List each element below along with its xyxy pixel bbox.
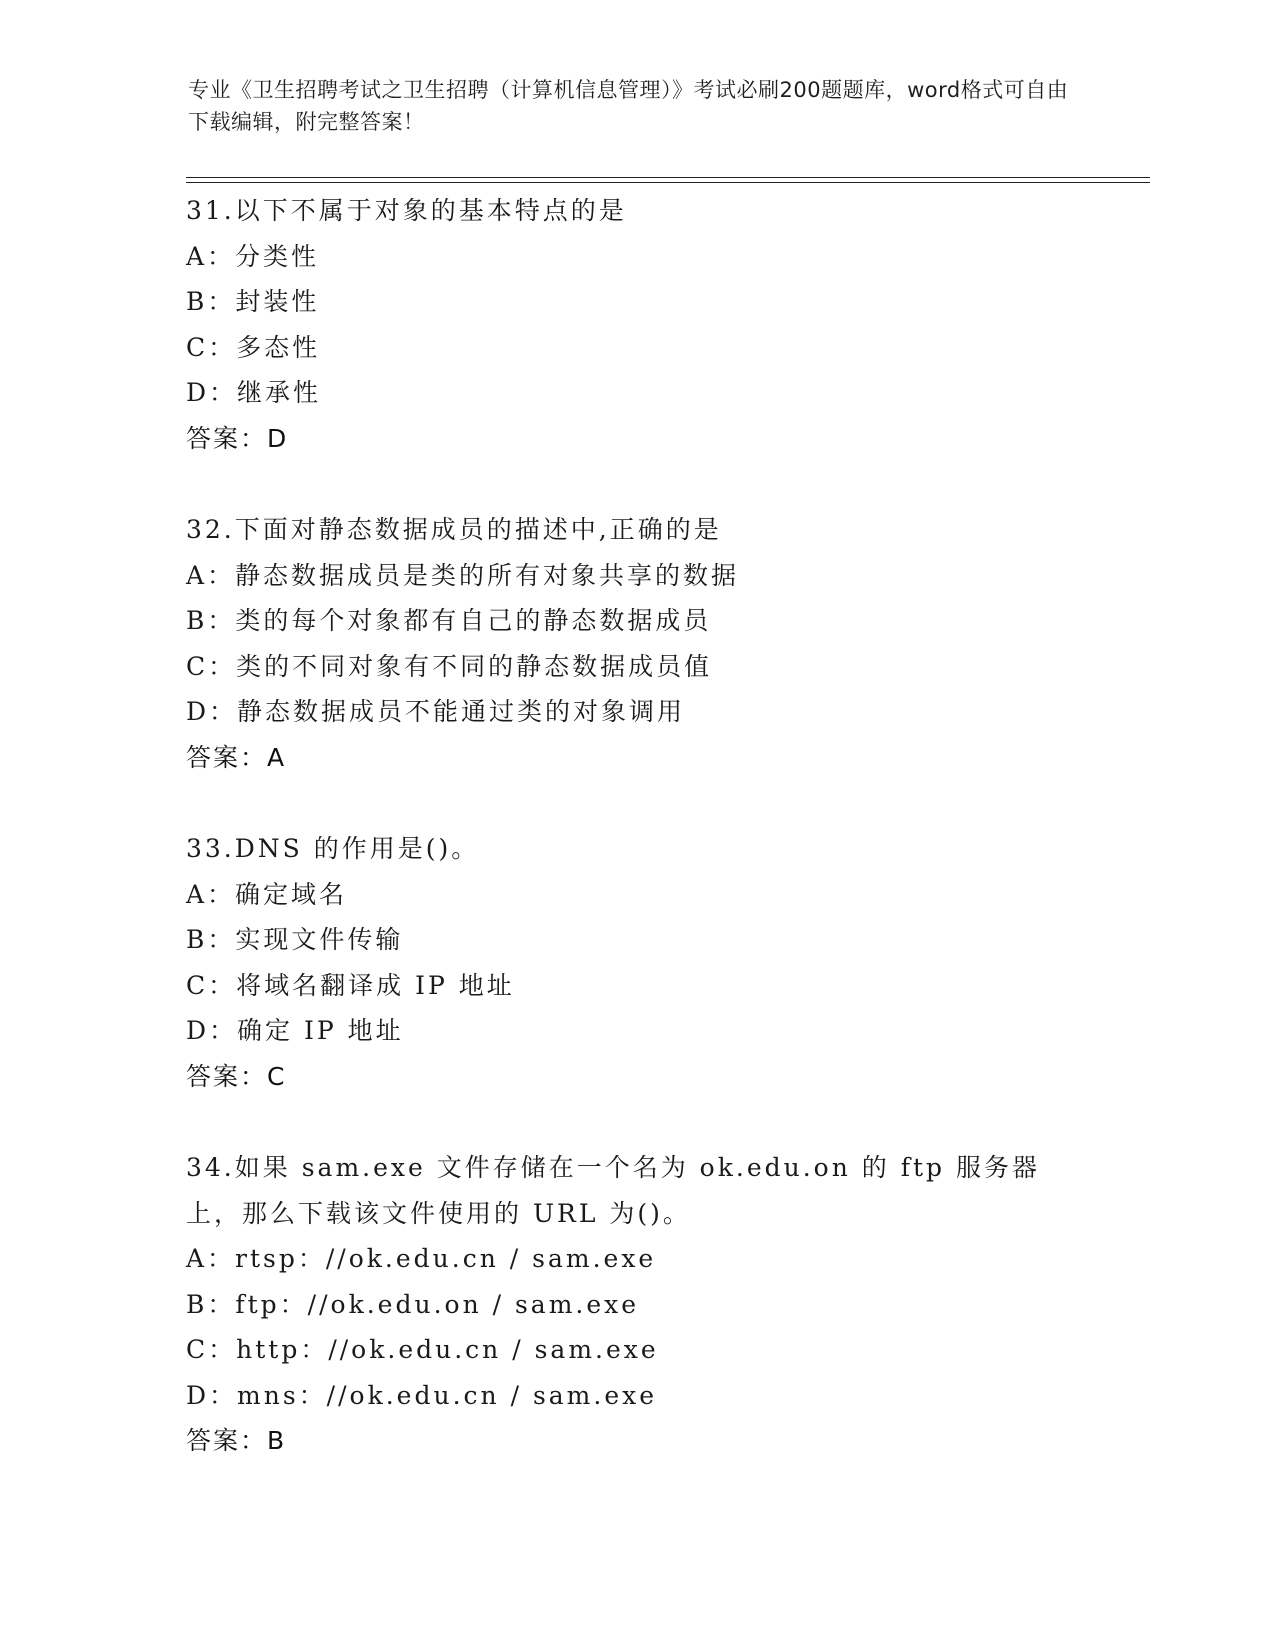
option-b: B：ftp：//ok.edu.on / sam.exe [186,1289,640,1319]
answer-label: 答案：A [186,742,287,772]
page-header: 专业《卫生招聘考试之卫生招聘（计算机信息管理）》考试必刷200题题库，word格式可自由下载编辑，附完整答案！ [188,78,1069,134]
header-divider-bottom [186,182,1150,183]
option-c: C：将域名翻译成 IP 地址 [186,970,515,1000]
option-a: A：分类性 [186,241,320,271]
answer-label: 答案：D [186,423,289,453]
option-d: D：继承性 [186,378,322,407]
question-32 [186,507,1086,780]
answer-label: 答案：B [186,1426,287,1455]
question-31 [186,188,1086,461]
option-c: C：类的不同对象有不同的静态数据成员值 [186,651,713,681]
answer-label: 答案：C [186,1061,287,1091]
option-d: D：mns：//ok.edu.cn / sam.exe [186,1380,658,1410]
question-stem: 34.如果 sam.exe 文件存储在一个名为 ok.edu.on 的 ftp 服务器上，那么下载该文件使用的 URL 为()。 [186,1153,1040,1228]
option-b: B：类的每个对象都有自己的静态数据成员 [186,606,712,635]
option-d: D：确定 IP 地址 [186,1016,404,1045]
question-stem: 33.DNS 的作用是()。 [186,834,480,863]
option-a: A：静态数据成员是类的所有对象共享的数据 [186,560,740,590]
option-a: A：rtsp：//ok.edu.cn / sam.exe [186,1244,657,1273]
option-b: B：封装性 [186,287,320,316]
header-divider-top [186,177,1150,178]
question-stem: 32.下面对静态数据成员的描述中,正确的是 [186,515,722,544]
option-a: A：确定域名 [186,879,348,909]
question-34 [186,1145,1086,1464]
option-b: B：实现文件传输 [186,925,404,954]
option-c: C：http：//ok.edu.cn / sam.exe [186,1335,659,1364]
question-list [186,188,1086,1510]
question-stem: 31.以下不属于对象的基本特点的是 [186,196,627,225]
option-c: C：多态性 [186,332,321,362]
option-d: D：静态数据成员不能通过类的对象调用 [186,697,686,726]
question-33 [186,826,1086,1099]
